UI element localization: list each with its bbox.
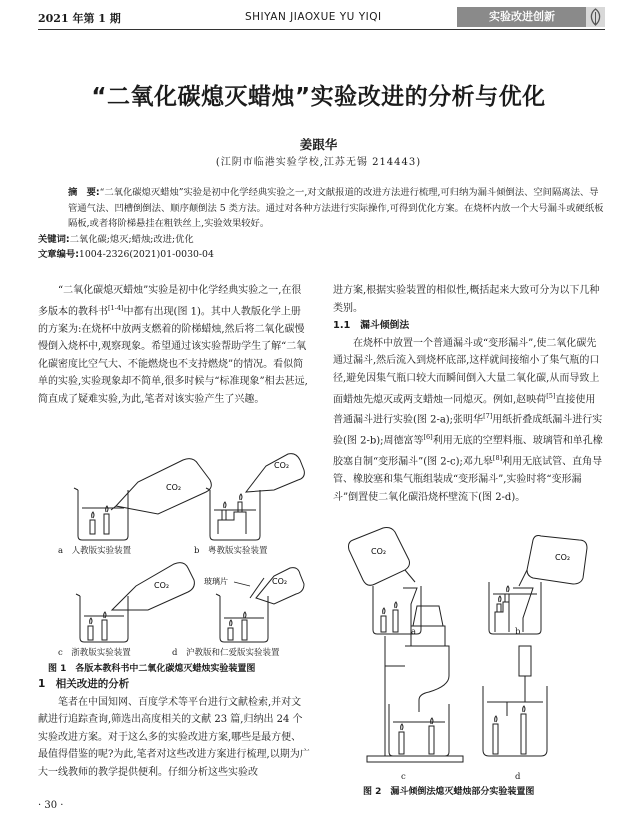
- header-rule: [38, 29, 605, 30]
- co2-label-b: CO₂: [274, 461, 290, 470]
- intro-text-b: 中都有出现(图 1)。其中人教版化学上册的方案为:在烧杯中放两支燃着的阶梯蜡烛,然后将二氧化碳慢慢倒入烧杯中,观察现象。希望通过该实验帮助学生了解“二氧化碳密度比空气大、不能燃烧也不支持燃烧”的情况。看似简单的实验,实验现象却不简单,很多时候与“标准现象”相去甚远,简直成了疑难实验,为此,笔者对该实验产生了兴趣。: [38, 305, 308, 405]
- figure-2-drawings: [333, 526, 605, 778]
- abstract-label: 摘 要:: [68, 187, 100, 198]
- para-text-b: 直接使用普通漏斗进行实验(图 2-a);张明华: [333, 393, 596, 426]
- intro-text-a: “二氧化碳熄灭蜡烛”实验是初中化学经典实验之一,在很多版本的教科书: [38, 285, 302, 317]
- citation-7: [7]: [483, 412, 493, 421]
- citation-6: [6]: [423, 433, 433, 442]
- journal-issue: 2021 年第 1 期: [38, 12, 121, 25]
- figure-1a-label: a 人教版实验装置: [58, 546, 132, 556]
- figure-2d-label: d: [515, 772, 521, 782]
- apparatus-b: [206, 454, 304, 540]
- figure-2: [333, 526, 605, 796]
- fig2-co2-label-a: CO₂: [371, 547, 387, 556]
- citation-8: [8]: [492, 454, 503, 463]
- para-text-e: 利用无底试管、直角导管、橡胶塞和集气瓶组装成“变形漏斗”,实验时将“变形漏斗”倒置使二氧化碳沿烧杯壁流下(图 2-d)。: [333, 456, 603, 503]
- figure-2b-label: b: [515, 627, 521, 637]
- right-column: [333, 282, 605, 506]
- apparatus-2d: [483, 646, 547, 756]
- fig2-co2-label-b: CO₂: [555, 553, 571, 562]
- co2-label-a: CO₂: [166, 483, 182, 492]
- section-1-heading: 1 相关改进的分析: [38, 678, 130, 690]
- leaf-logo-box: [586, 7, 605, 27]
- article-number-label: 文章编号:: [38, 249, 79, 260]
- apparatus-2b: [489, 536, 587, 635]
- abstract-paragraph: [38, 185, 605, 232]
- article-number: 1004-2326(2021)01-0030-04: [78, 249, 214, 260]
- page-number: · 30 ·: [38, 800, 64, 811]
- figure-1c-label: c 浙教版实验装置: [58, 648, 131, 658]
- figure-2a-label: a: [411, 627, 417, 637]
- left-intro: [38, 282, 310, 408]
- apparatus-c: [76, 563, 194, 642]
- article-title: “二氧化碳熄灭蜡烛”实验改进的分析与优化: [91, 84, 546, 110]
- apparatus-d: [216, 568, 304, 642]
- citation-1-4: [1-4]: [108, 303, 124, 312]
- subsection-1-1-heading: 1.1 漏斗倾倒法: [333, 320, 410, 332]
- intro-paragraph: [38, 282, 310, 408]
- co2-label-d: CO₂: [272, 577, 288, 586]
- figure-1b-label: b 粤教版实验装置: [194, 546, 268, 556]
- column-badge: 实验改进创新: [457, 7, 587, 27]
- figure-1-caption: 图 1 各版本教科书中二氧化碳熄灭蜡烛实验装置图: [48, 664, 256, 674]
- abstract-block: [38, 185, 605, 263]
- intro-continuation: 进方案,根据实验装置的相似性,概括起来大致可分为以下几种类别。: [333, 285, 600, 314]
- glass-plate-label: 玻璃片: [204, 577, 228, 586]
- journal-name: SHIYAN JIAOXUE YU YIQI: [245, 11, 382, 23]
- apparatus-a: [74, 459, 211, 540]
- article-author: 姜跟华: [299, 137, 338, 152]
- figure-2c-label: c: [401, 772, 406, 782]
- figure-1: [38, 448, 310, 674]
- keywords-label: 关键词:: [38, 233, 70, 245]
- figure-2-caption: 图 2 漏斗倾倒法熄灭蜡烛部分实验装置图: [363, 787, 535, 797]
- keywords-text: 二氧化碳;熄灭;蜡烛;改进;优化: [69, 233, 194, 245]
- subsection-1-1-paragraph: [333, 335, 605, 507]
- para-text-c: 用纸折叠成纸漏斗进行实验(图 2-b);周德富等: [333, 414, 603, 447]
- section-1: [38, 676, 310, 782]
- article-number-line: [38, 247, 605, 263]
- apparatus-2a: [349, 528, 422, 635]
- para-text-d: 利用无底的空塑料瓶、玻璃管和单孔橡胶塞自制“变形漏斗”(图 2-c);邓九皋: [333, 435, 603, 468]
- figure-1d-label: d 沪教版和仁爱版实验装置: [172, 648, 280, 658]
- section-1-paragraph: 笔者在中国知网、百度学术等平台进行文献检索,并对文献进行追踪查询,筛选出高度相关的文献 23 篇,归纳出 24 个实验改进方案。对于这么多的实验改进方案,哪些是最方便、最值得借鉴的呢?为此,笔者对这些改进方案进行梳理,以期为广大一线教师的教学提供便利。仔细分析这些实验改: [38, 696, 310, 778]
- leaf-logo-icon: [586, 7, 605, 27]
- citation-5: [5]: [546, 391, 556, 400]
- keywords-line: [38, 232, 605, 248]
- abstract-text: “二氧化碳熄灭蜡烛”实验是初中化学经典实验之一,对文献报道的改进方法进行梳理,可归纳为漏斗倾倒法、空间隔离法、导管通气法、凹槽倒倒法、顺序颠倒法 5 类方法。通过对各种方法进行实际操作,可得到优化方案。在烧杯内放一个大号漏斗或硬纸板隔板,或者将阶梯悬挂在粗铁丝上,实验效果较好。: [68, 187, 604, 229]
- para-text-a: 在烧杯中放置一个普通漏斗或“变形漏斗”,使二氧化碳先通过漏斗,然后流入到烧杯底部,这样就间接缩小了集气瓶的口径,避免因集气瓶口较大而瞬间倒入大量二氧化碳,从而导致上面蜡烛先熄灭或两支蜡烛一同熄灭。例如,赵映荷: [333, 337, 600, 405]
- co2-label-c: CO₂: [154, 581, 170, 590]
- author-affiliation: (江阴市临港实验学校,江苏无锡 214443): [215, 157, 422, 168]
